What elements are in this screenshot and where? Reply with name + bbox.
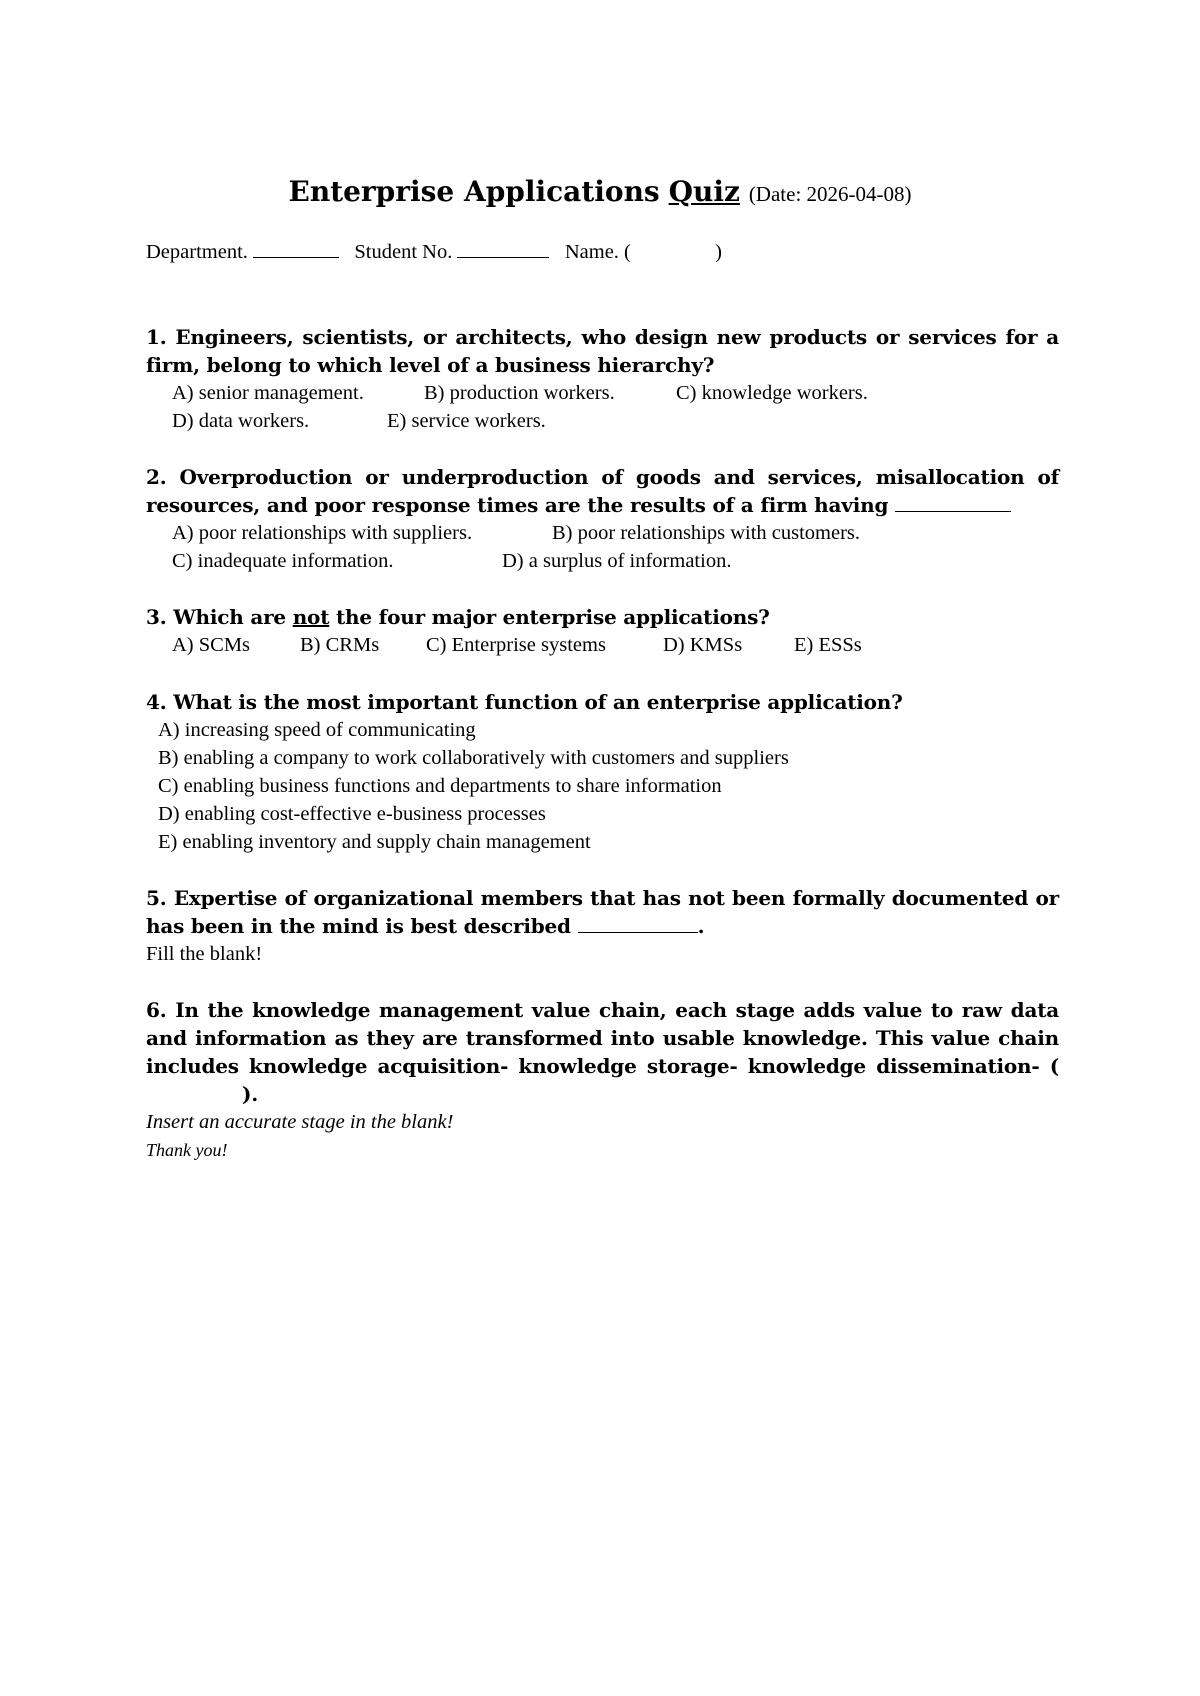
- option-d: D) enabling cost-effective e-business processes: [158, 803, 546, 825]
- question-2: [146, 463, 1059, 575]
- question-5: [146, 884, 1059, 968]
- option-c: C) inadequate information.: [172, 550, 394, 572]
- option-a: A) SCMs: [172, 634, 251, 656]
- question-text: [146, 603, 1059, 631]
- question-text: 1. Engineers, scientists, or architects, who design new products or services for a firm, belong to which level of a business hierarchy?: [146, 325, 1059, 377]
- question-text-post: the four major enterprise applications?: [336, 605, 770, 629]
- question-instruction: Fill the blank!: [146, 943, 263, 965]
- option-c: C) knowledge workers.: [676, 382, 868, 404]
- question-text-emphasis: not: [292, 605, 330, 629]
- options-row: [146, 631, 1059, 659]
- option-a: A) increasing speed of communicating: [158, 719, 476, 741]
- option-e: E) service workers.: [387, 410, 546, 432]
- page-title: [0, 174, 1200, 212]
- option-e: E) ESSs: [794, 634, 862, 656]
- question-3: [146, 603, 1059, 659]
- question-text-end: ).: [242, 1082, 259, 1106]
- question-text-main: 5. Expertise of organizational members that has not been formally documented or has been in the mind is best described: [146, 886, 1059, 938]
- question-text: 4. What is the most important function of an enterprise application?: [146, 690, 903, 714]
- title-quiz: Quiz: [668, 175, 740, 208]
- quiz-date: (Date: 2026-04-08): [748, 182, 912, 206]
- question-4: [146, 688, 1059, 856]
- department-blank[interactable]: [253, 239, 339, 258]
- question-text: [146, 463, 1059, 519]
- question-text-pre: 3. Which are: [146, 605, 286, 629]
- department-label: Department.: [146, 241, 248, 263]
- option-b: B) enabling a company to work collaboratively with customers and suppliers: [158, 747, 789, 769]
- options-row: [146, 379, 1059, 407]
- option-b: B) production workers.: [424, 382, 615, 404]
- option-d: D) data workers.: [172, 410, 310, 432]
- name-close: ): [715, 241, 722, 263]
- option-c: C) Enterprise systems: [426, 634, 606, 656]
- question-6: [146, 996, 1059, 1136]
- option-c: C) enabling business functions and departments to share information: [158, 775, 722, 797]
- options-row: [146, 519, 1059, 547]
- question-text-end: .: [697, 914, 705, 938]
- student-info-line: [146, 238, 722, 266]
- question-text: [146, 884, 1059, 940]
- option-e: E) enabling inventory and supply chain management: [158, 831, 591, 853]
- options-row: [146, 547, 1059, 575]
- question-text-main: 6. In the knowledge management value chain, each stage adds value to raw data and information as they are transformed into usable knowledge. This value chain includes knowledge acquisition- knowledge storage- knowledge dissemination- (: [146, 998, 1059, 1078]
- question-text-main: 2. Overproduction or underproduction of goods and services, misallocation of resources, and poor response times are the results of a firm having: [146, 465, 1059, 517]
- answer-blank[interactable]: [578, 914, 698, 933]
- name-label: Name. (: [564, 241, 631, 263]
- answer-blank[interactable]: [895, 493, 1011, 512]
- student-no-blank[interactable]: [457, 239, 549, 258]
- closing-text: Thank you!: [146, 1140, 228, 1160]
- option-b: B) CRMs: [300, 634, 380, 656]
- student-no-label: Student No.: [354, 241, 453, 263]
- question-instruction: Insert an accurate stage in the blank!: [146, 1111, 454, 1133]
- title-main: Enterprise Applications: [288, 175, 660, 208]
- question-1: [146, 323, 1059, 435]
- option-a: A) poor relationships with suppliers.: [172, 522, 473, 544]
- question-text: [146, 996, 1059, 1108]
- options-row: [146, 407, 1059, 435]
- option-d: D) a surplus of information.: [502, 550, 732, 572]
- option-b: B) poor relationships with customers.: [552, 522, 861, 544]
- option-a: A) senior management.: [172, 382, 364, 404]
- option-d: D) KMSs: [663, 634, 743, 656]
